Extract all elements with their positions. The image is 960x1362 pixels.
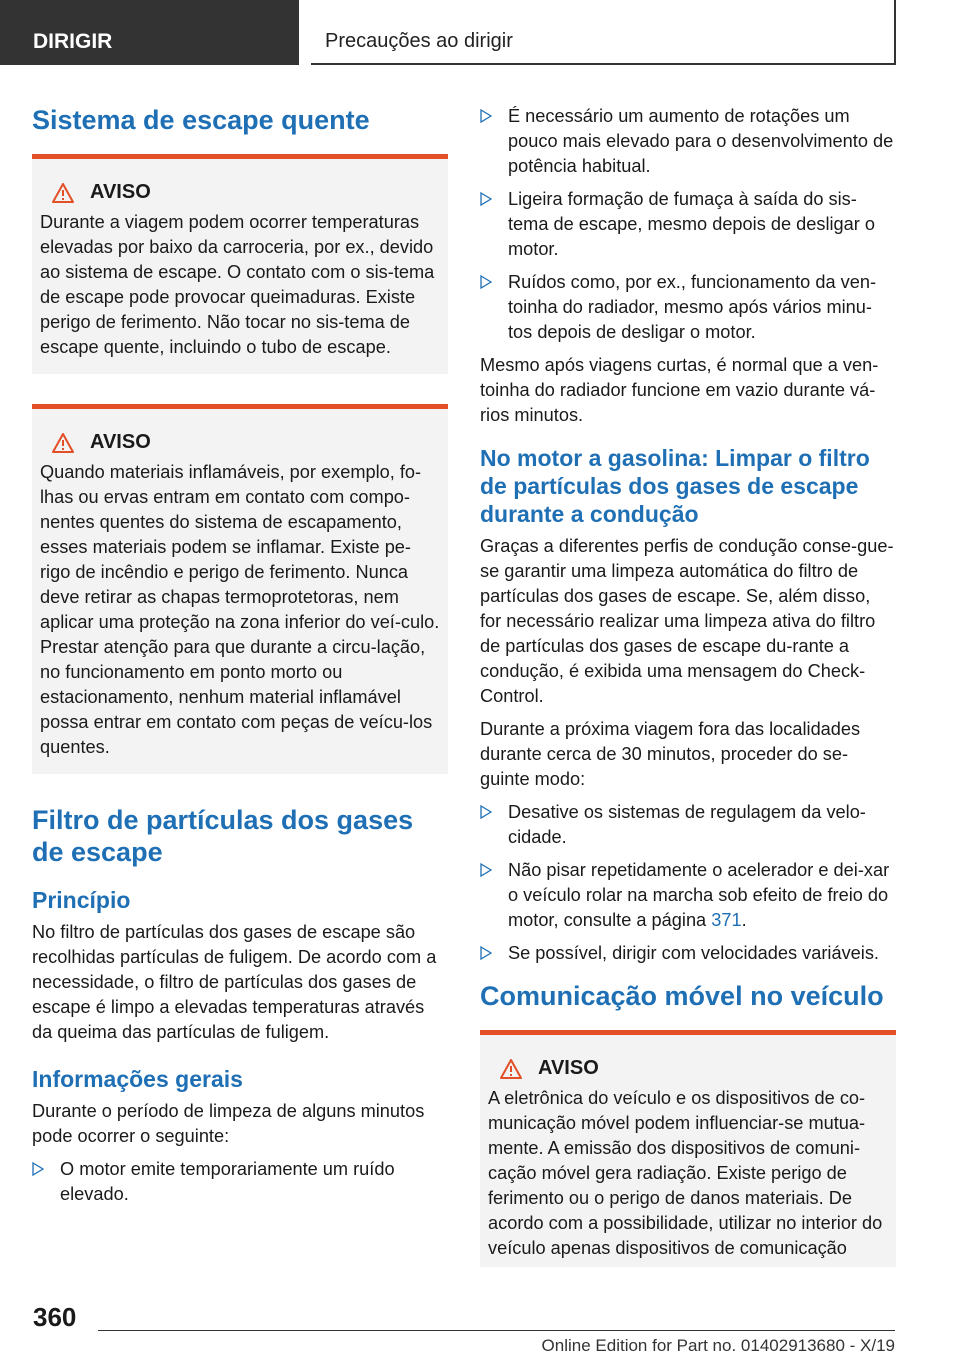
bullet-triangle-icon bbox=[480, 946, 492, 960]
warning-triangle-icon bbox=[500, 1059, 522, 1079]
subheading-principio: Princípio bbox=[32, 887, 131, 913]
warning-box-2 bbox=[32, 404, 448, 774]
warning-header bbox=[40, 431, 440, 454]
footer-edition: Online Edition for Part no. 01402913680 - X/19 bbox=[541, 1336, 895, 1355]
warning-box-3 bbox=[480, 1030, 896, 1267]
bullet-list bbox=[32, 1157, 448, 1207]
bullet-triangle-icon bbox=[480, 805, 492, 819]
right-column bbox=[480, 104, 896, 1267]
section-title: Precauções ao dirigir bbox=[311, 0, 896, 65]
list-item: Ruídos como, por ex., funcionamento da ven-toinha do radiador, mesmo após vários minu-tos depois de desligar o motor. bbox=[480, 270, 896, 345]
bullet-triangle-icon bbox=[480, 109, 492, 123]
paragraph-durante: Durante a próxima viagem fora das localidades durante cerca de 30 minutos, proceder do se-guinte modo: bbox=[480, 719, 861, 789]
bullet-list bbox=[480, 800, 896, 966]
warning-text: Quando materiais inflamáveis, por exemplo, fo-lhas ou ervas entram em contato com compo-nentes quentes do sistema de escapamento, esses materiais podem se inflamar. Existe pe-rigo de incêndio e perigo de ferimento. Nunca deve retirar as chapas termoprotetoras, nem aplicar uma proteção na zona inferior do veí-culo. Prestar atenção para que durante a circu-lação, no funcionamento em ponto morto ou estacionamento, nenhum material inflamável possa entrar em contato com peças de veícu-los quentes. bbox=[40, 462, 440, 757]
bullet-list bbox=[480, 104, 896, 345]
list-item: Se possível, dirigir com velocidades variáveis. bbox=[480, 941, 896, 966]
left-column bbox=[32, 100, 448, 1215]
page-number: 360 bbox=[33, 1302, 77, 1332]
bullet-triangle-icon bbox=[32, 1162, 44, 1176]
warning-label: AVISO bbox=[90, 431, 151, 453]
warning-text: A eletrônica do veículo e os dispositivos de co-municação móvel podem influenciar-se mutua-mente. A emissão dos dispositivos de comuni-cação móvel gera radiação. Existe perigo de ferimento ou o perigo de danos materiais. De acordo com a possibilidade, utilizar no interior do veículo apenas dispositivos de comunicação bbox=[488, 1088, 883, 1258]
subheading-informacoes: Informações gerais bbox=[32, 1066, 243, 1092]
page-link[interactable]: 371 bbox=[711, 910, 742, 930]
warning-triangle-icon bbox=[52, 183, 74, 203]
warning-box-1 bbox=[32, 154, 448, 374]
heading-comunicacao: Comunicação móvel no veículo bbox=[480, 981, 884, 1011]
heading-escape: Sistema de escape quente bbox=[32, 105, 370, 135]
footer-divider bbox=[98, 1330, 895, 1331]
warning-label: AVISO bbox=[90, 181, 151, 203]
bullet-triangle-icon bbox=[480, 192, 492, 206]
warning-text: Durante a viagem podem ocorrer temperaturas elevadas por baixo da carroceria, por ex., devido ao sistema de escape. O contato com o sis-tema de escape pode provocar queimaduras. Existe perigo de ferimento. Não tocar no sis-tema de escape quente, incluindo o tubo de escape. bbox=[40, 212, 435, 357]
list-item: O motor emite temporariamente um ruído elevado. bbox=[32, 1157, 448, 1207]
bullet-triangle-icon bbox=[480, 275, 492, 289]
list-item: Ligeira formação de fumaça à saída do sis-tema de escape, mesmo depois de desligar o motor. bbox=[480, 187, 896, 262]
bullet-triangle-icon bbox=[480, 863, 492, 877]
paragraph-mesmo: Mesmo após viagens curtas, é normal que a ven-toinha do radiador funcione em vazio durante vá-rios minutos. bbox=[480, 355, 879, 425]
list-item: É necessário um aumento de rotações um pouco mais elevado para o desenvolvimento de potência habitual. bbox=[480, 104, 896, 179]
subheading-gasolina: No motor a gasolina: Limpar o filtro de partículas dos gases de escape durante a condução bbox=[480, 445, 870, 527]
paragraph-gracas: Graças a diferentes perfis de condução conse-gue-se garantir uma limpeza automática do filtro de partículas dos gases de escape. Se, além disso, for necessário realizar uma limpeza ativa do filtro de partículas dos gases de escape du-rante a condução, é exibida uma mensagem do Check-Control. bbox=[480, 536, 894, 706]
warning-header bbox=[40, 181, 440, 204]
warning-label: AVISO bbox=[538, 1057, 599, 1079]
list-item: Não pisar repetidamente o acelerador e dei-xar o veículo rolar na marcha sob efeito de freio do motor, consulte a página 371. bbox=[480, 858, 896, 933]
paragraph-informacoes: Durante o período de limpeza de alguns minutos pode ocorrer o seguinte: bbox=[32, 1101, 425, 1146]
chapter-tab: DIRIGIR bbox=[0, 0, 299, 65]
warning-triangle-icon bbox=[52, 433, 74, 453]
warning-header bbox=[488, 1057, 888, 1080]
heading-filtro: Filtro de partículas dos gases de escape bbox=[32, 805, 414, 867]
paragraph-principio: No filtro de partículas dos gases de escape são recolhidas partículas de fuligem. De acordo com a necessidade, o filtro de partículas dos gases de escape é limpo a elevadas temperaturas através da queima das partículas de fuligem. bbox=[32, 922, 437, 1042]
list-item: Desative os sistemas de regulagem da velo-cidade. bbox=[480, 800, 896, 850]
